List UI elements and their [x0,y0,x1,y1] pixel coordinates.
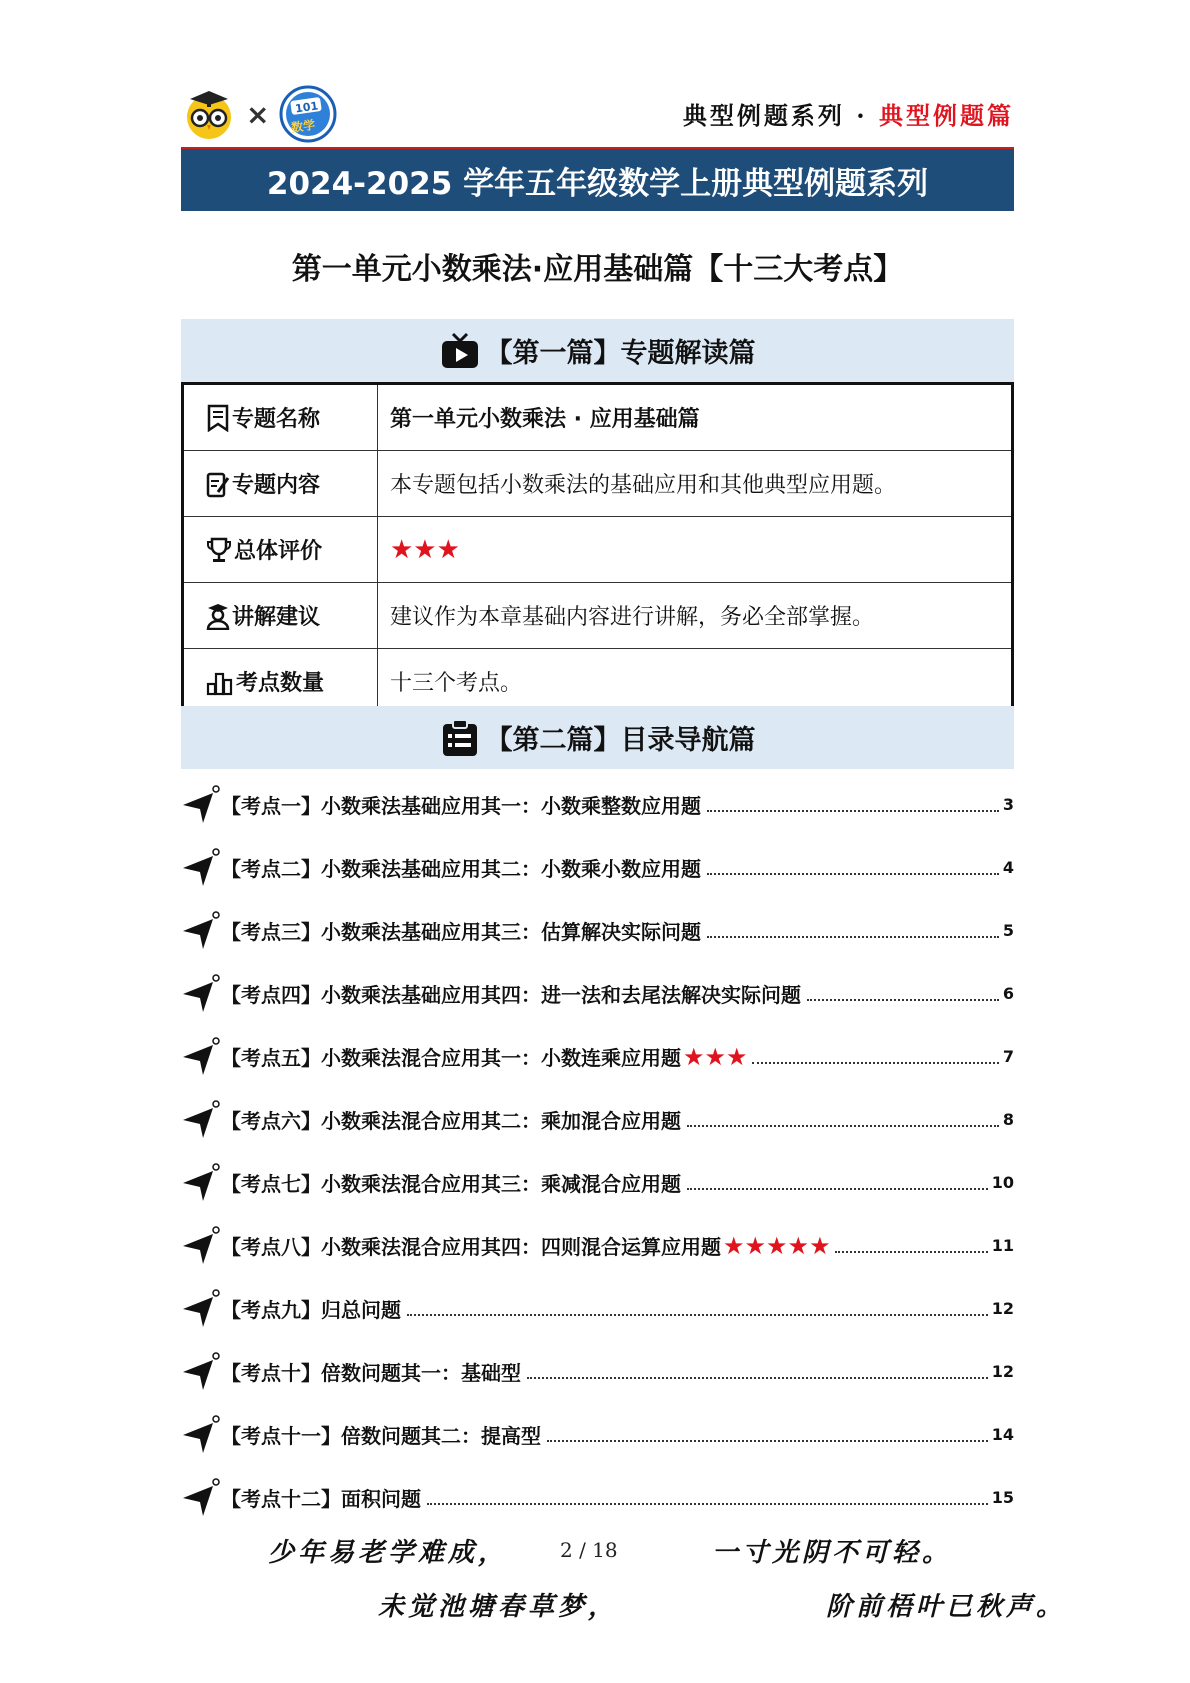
owl-logo-icon [182,87,236,141]
toc-item-text: 【考点十一】倍数问题其二：提高型 [221,1424,541,1448]
toc-item-stars: ★★★ [683,1042,748,1071]
toc-item[interactable] [181,1340,1014,1403]
toc-item[interactable] [181,962,1014,1025]
toc-item-text: 【考点六】小数乘法混合应用其二：乘加混合应用题 [221,1109,681,1133]
toc-item-page: 6 [1002,984,1014,1003]
info-label: 专题名称 [232,407,321,432]
toc-item-text: 【考点十】倍数问题其一：基础型 [221,1361,521,1385]
toc-leader-dots [687,1188,988,1190]
page-number: 2 / 18 [560,1538,618,1562]
toc-item-page: 14 [991,1425,1014,1444]
toc-item-text: 【考点三】小数乘法基础应用其三：估算解决实际问题 [221,920,701,944]
teacher-icon [206,602,230,630]
info-label-cell [183,517,378,583]
info-table [181,382,1014,717]
toc-item-page: 4 [1002,858,1014,877]
series-label [683,96,1014,131]
info-label-cell [183,583,378,649]
toc-item[interactable] [181,1214,1014,1277]
toc-item-text: 【考点五】小数乘法混合应用其一：小数连乘应用题 [221,1046,681,1070]
toc-item[interactable] [181,899,1014,962]
info-value: 本专题包括小数乘法的基础应用和其他典型应用题。 [378,451,1013,517]
info-value: 第一单元小数乘法 · 应用基础篇 [378,384,1013,451]
toc-item-text: 【考点八】小数乘法混合应用其四：四则混合运算应用题 [221,1235,721,1259]
toc-leader-dots [687,1125,999,1127]
toc-item[interactable] [181,836,1014,899]
toc-item-page: 12 [991,1299,1014,1318]
cursor-arrow-icon [181,1352,221,1392]
poem-line1-right: 一寸光阴不可轻。 [712,1538,953,1568]
toc-leader-dots [427,1503,988,1505]
toc-item-text: 【考点十二】面积问题 [221,1487,421,1511]
toc-leader-dots [752,1062,999,1064]
toc-item-text: 【考点九】归总问题 [221,1298,401,1322]
cursor-arrow-icon [181,785,221,825]
toc-item-page: 3 [1002,795,1014,814]
toc-item[interactable] [181,1277,1014,1340]
clipboard-list-icon [440,718,480,758]
toc-leader-dots [707,936,999,938]
toc-leader-dots [547,1440,988,1442]
toc-item-text: 【考点四】小数乘法基础应用其四：进一法和去尾法解决实际问题 [221,983,801,1007]
section-bar-1-title: 【第一篇】专题解读篇 [485,338,756,369]
cursor-arrow-icon [181,974,221,1014]
info-value: 十三个考点。 [378,649,1013,716]
rating-stars: ★★★ [390,534,460,565]
info-row [183,384,1013,451]
cursor-arrow-icon [181,1478,221,1518]
toc-item[interactable] [181,1025,1014,1088]
cursor-arrow-icon [181,1163,221,1203]
toc-item-page: 12 [991,1362,1014,1381]
toc-item-text: 【考点一】小数乘法基础应用其一：小数乘整数应用题 [221,794,701,818]
poem-line2-left: 未觉池塘春草梦， [378,1592,619,1622]
section-bar-2-title: 【第二篇】目录导航篇 [485,725,756,756]
toc-item[interactable] [181,1088,1014,1151]
toc-leader-dots [835,1251,988,1253]
toc-list [181,773,1014,1529]
info-value: 建议作为本章基础内容进行讲解，务必全部掌握。 [378,583,1013,649]
series-label-dot: · [856,101,868,130]
info-label: 专题内容 [232,473,321,498]
info-label: 考点数量 [236,671,325,696]
tv-play-icon [440,332,480,370]
toc-leader-dots [407,1314,988,1316]
series-label-main: 典型例题系列 [682,101,845,130]
info-label-cell [183,384,378,451]
toc-item[interactable] [181,1151,1014,1214]
cursor-arrow-icon [181,848,221,888]
info-label: 讲解建议 [232,605,321,630]
toc-item-text: 【考点七】小数乘法混合应用其三：乘减混合应用题 [221,1172,681,1196]
section-bar-1 [181,319,1014,382]
toc-leader-dots [807,999,999,1001]
unit-title: 第一单元小数乘法·应用基础篇【十三大考点】 [291,252,904,287]
svg-text:数学: 数学 [290,117,317,136]
cursor-arrow-icon [181,1415,221,1455]
banner-title: 2024-2025 学年五年级数学上册典型例题系列 [181,147,1014,211]
toc-item-page: 15 [991,1488,1014,1507]
toc-item-page: 8 [1002,1110,1014,1129]
toc-item[interactable] [181,1403,1014,1466]
info-label-cell [183,451,378,517]
toc-item[interactable] [181,773,1014,836]
bookmark-icon [206,404,230,432]
101-math-logo-icon [279,85,337,143]
poem-line2-right: 阶前梧叶已秋声。 [826,1592,1067,1622]
logo-area [182,84,337,144]
series-label-sub: 典型例题篇 [879,101,1014,130]
cursor-arrow-icon [181,1289,221,1329]
toc-item[interactable] [181,1466,1014,1529]
toc-item-text: 【考点二】小数乘法基础应用其二：小数乘小数应用题 [221,857,701,881]
svg-text:101: 101 [294,99,320,116]
cursor-arrow-icon [181,1226,221,1266]
info-label: 总体评价 [234,539,323,564]
info-row [183,583,1013,649]
toc-item-page: 7 [1002,1047,1014,1066]
cursor-arrow-icon [181,1100,221,1140]
info-value [378,517,1013,583]
chart-icon [206,668,234,696]
info-row [183,517,1013,583]
cursor-arrow-icon [181,1037,221,1077]
cursor-arrow-icon [181,911,221,951]
poem-line1-left: 少年易老学难成， [268,1538,509,1568]
toc-item-page: 5 [1002,921,1014,940]
toc-leader-dots [527,1377,988,1379]
toc-item-page: 11 [991,1236,1014,1255]
note-edit-icon [206,470,230,498]
section-bar-2 [181,706,1014,769]
logo-separator: × [246,97,270,131]
toc-item-page: 10 [991,1173,1014,1192]
info-row [183,451,1013,517]
trophy-icon [206,536,232,564]
toc-leader-dots [707,810,999,812]
toc-item-stars: ★★★★★ [723,1231,831,1260]
toc-leader-dots [707,873,999,875]
